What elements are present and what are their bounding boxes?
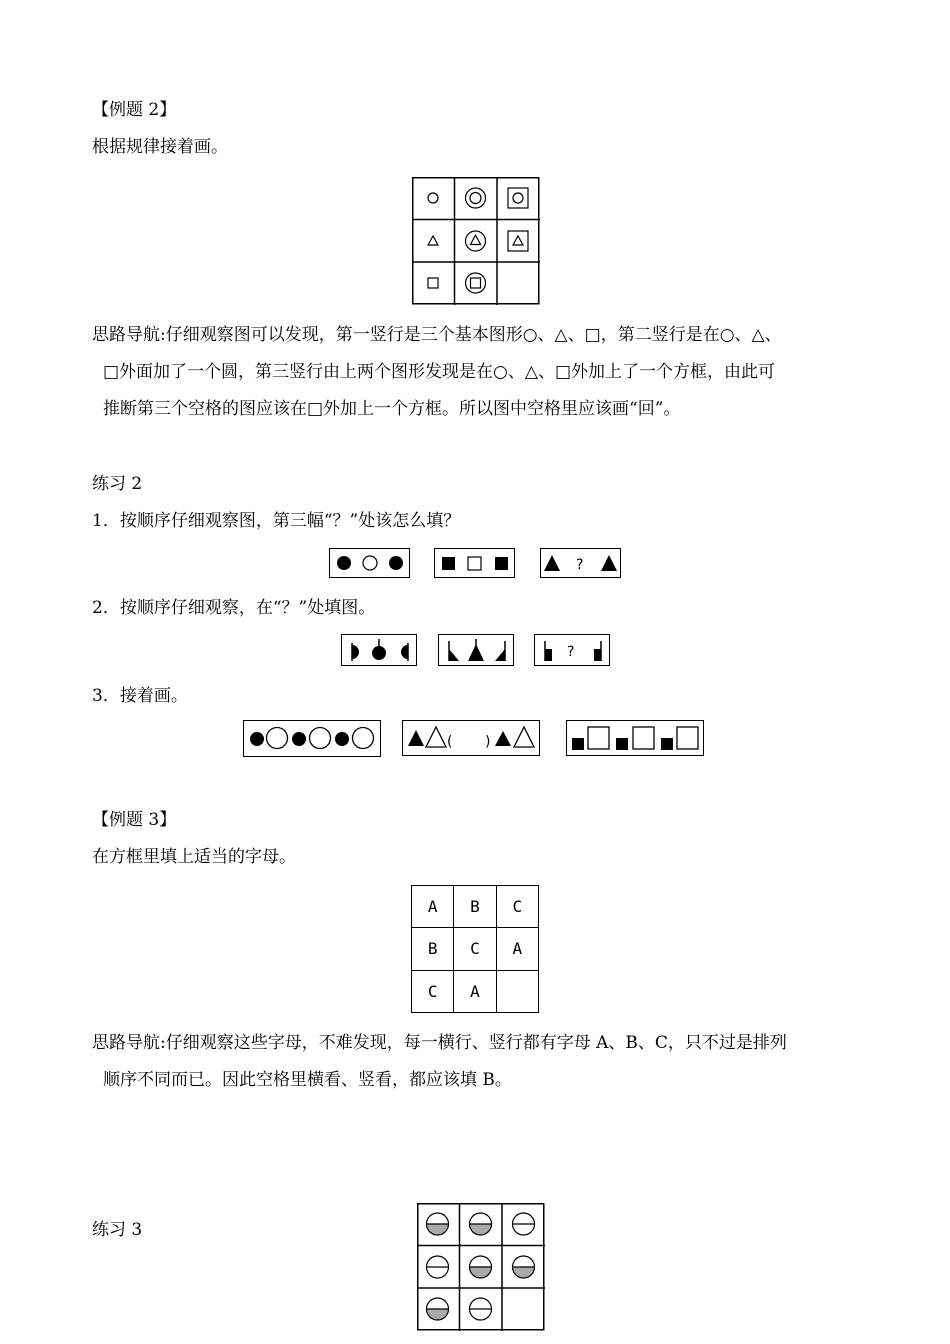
letter-cell: A [412,886,454,928]
example2-hint-line-1: 思路导航:仔细观察图可以发现，第一竖行是三个基本图形○、△、□，第二竖行是在○、△、 [92,325,782,345]
q3-box-triangles [402,720,540,756]
letter-cell: A [454,970,496,1012]
q3-box-squares [566,720,704,756]
q1-box-triangles [540,548,621,578]
letter-cell: B [454,886,496,928]
q2-box-triangles [438,634,514,666]
q3-paren-close: ) [485,734,491,750]
practice2-q1: 1．按顺序仔细观察图，第三幅“？”处该怎么填？ [92,511,461,531]
example2-hint-line-3: 推断第三个空格的图应该在□外加上一个方框。所以图中空格里应该画“回”。 [103,399,681,419]
example3-hint-line-2: 顺序不同而已。因此空格里横看、竖看，都应该填 B。 [103,1070,512,1090]
letter-cell: B [412,928,454,970]
q2-box-rectangles [534,634,610,666]
q2-box-semicircles [341,634,417,666]
example3-instruction: 在方框里填上适当的字母。 [92,847,296,867]
example3-heading: 【例题 3】 [92,810,177,830]
q3-paren-open: ( [447,734,453,750]
example2-hint-line-2: □外面加了一个圆，第三竖行由上两个图形发现是在○、△、□外加上了一个方框，由此可 [103,362,776,382]
example3-letter-grid [411,885,539,1013]
letter-cell: C [454,928,496,970]
letter-cell: C [412,970,454,1012]
example2-shape-grid [412,177,540,309]
practice2-heading: 练习 2 [92,474,143,494]
letter-cell-empty [496,970,538,1012]
q1-box-squares [434,548,515,578]
letter-cell: A [496,928,538,970]
practice3-circle-grid [417,1203,545,1335]
example3-hint-line-1: 思路导航:仔细观察这些字母，不难发现，每一横行、竖行都有字母 A、B、C，只不过是排列 [92,1033,787,1053]
practice2-q2: 2．按顺序仔细观察，在“？”处填图。 [92,598,376,618]
q3-box-circles [243,720,381,757]
q2-question-mark: ? [567,644,575,660]
practice3-heading: 练习 3 [92,1220,143,1240]
example2-instruction: 根据规律接着画。 [92,137,228,157]
practice2-q3: 3．接着画。 [92,686,188,706]
example2-heading: 【例题 2】 [92,100,177,120]
q1-box-circles [329,548,410,578]
q1-question-mark: ? [576,557,584,573]
letter-cell: C [496,886,538,928]
